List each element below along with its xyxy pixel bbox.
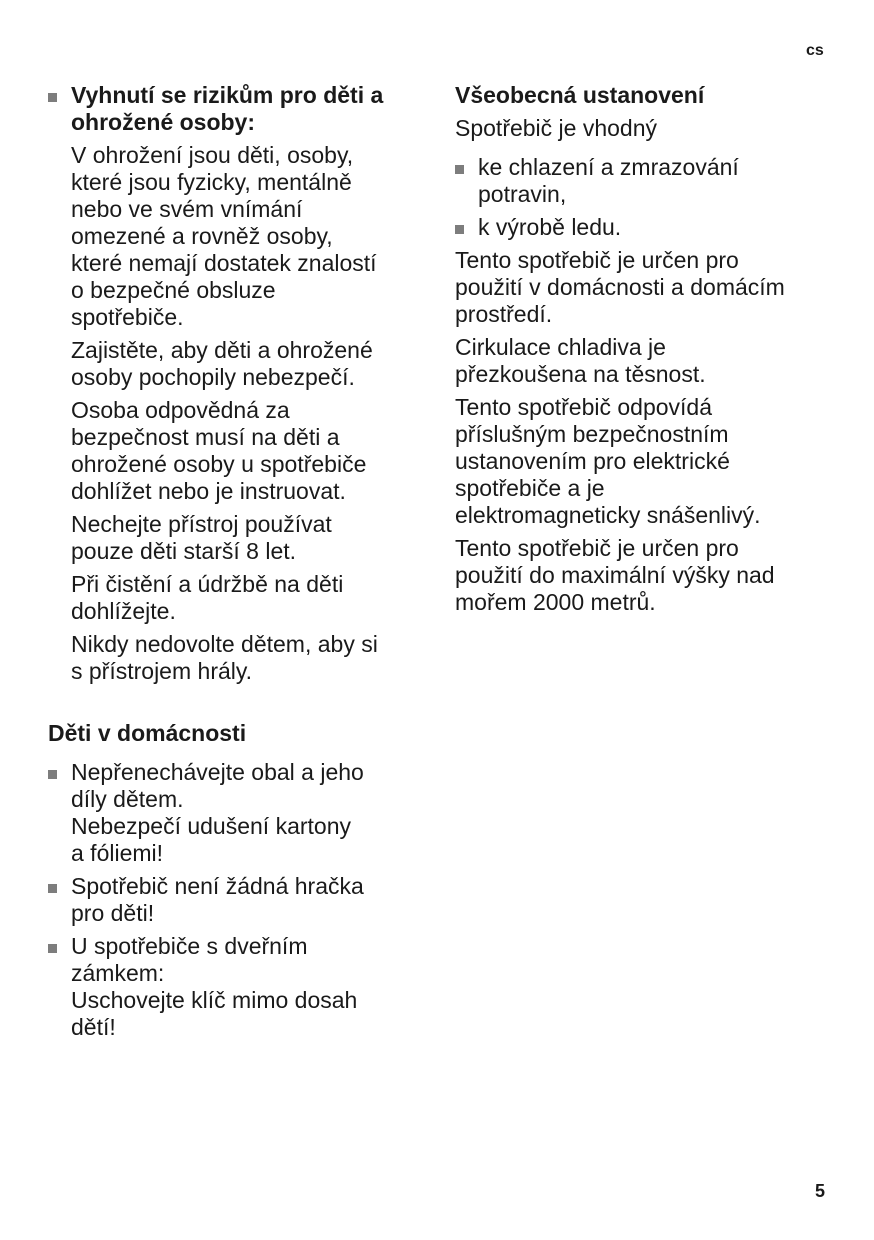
text-line: omezené a rovněž osoby, (71, 223, 333, 249)
text-line: Zajistěte, aby děti a ohrožené (71, 337, 373, 363)
text-line: spotřebiče a je (455, 475, 605, 501)
paragraph (455, 247, 845, 328)
bullet-square-icon (455, 165, 464, 174)
text-line: zámkem: (71, 960, 165, 986)
text-line: spotřebiče. (71, 304, 184, 330)
text-line: ustanovením pro elektrické (455, 448, 730, 474)
text-line: Nikdy nedovolte dětem, aby si (71, 631, 378, 657)
intro-text: Spotřebič je vhodný (455, 115, 658, 141)
text-line: potravin, (478, 181, 567, 207)
text-line: Tento spotřebič je určen pro (455, 535, 739, 561)
text-line: a fóliemi! (71, 840, 164, 866)
list-item (455, 214, 845, 241)
text-line: použití v domácnosti a domácím (455, 274, 785, 300)
paragraph (48, 571, 420, 625)
text-line: V ohrožení jsou děti, osoby, (71, 142, 354, 168)
bullet-square-icon (48, 884, 57, 893)
text-line: o bezpečné obsluze (71, 277, 276, 303)
text-line: Nepřenechávejte obal a jeho (71, 759, 364, 785)
intro-bullet-line: ohrožené osoby: (71, 109, 256, 135)
list-item (48, 759, 420, 867)
text-line: osoby pochopily nebezpečí. (71, 364, 355, 390)
bullet-square-icon (48, 944, 57, 953)
paragraph (48, 511, 420, 565)
text-line: s přístrojem hrály. (71, 658, 253, 684)
bullet-square-icon (455, 225, 464, 234)
text-line: Uschovejte klíč mimo dosah (71, 987, 358, 1013)
paragraph (48, 142, 420, 331)
paragraph (455, 394, 845, 529)
paragraph (48, 631, 420, 685)
text-line: dohlížejte. (71, 598, 176, 624)
text-line: bezpečnost musí na děti a (71, 424, 340, 450)
section-title-children: Děti v domácnosti (48, 720, 247, 746)
bullet-square-icon (48, 770, 57, 779)
language-code: cs (806, 42, 824, 59)
text-line: prostředí. (455, 301, 553, 327)
text-line: které nemají dostatek znalostí (71, 250, 377, 276)
text-line: Cirkulace chladiva je (455, 334, 666, 360)
text-line: Nebezpečí udušení kartony (71, 813, 352, 839)
list-item (48, 933, 420, 1041)
text-line: pro děti! (71, 900, 155, 926)
intro-bullet (48, 82, 420, 136)
text-line: Nechejte přístroj používat (71, 511, 332, 537)
text-line: Spotřebič není žádná hračka (71, 873, 364, 899)
text-line: pouze děti starší 8 let. (71, 538, 297, 564)
paragraph (48, 397, 420, 505)
text-line: Při čistění a údržbě na děti (71, 571, 344, 597)
left-column (48, 82, 420, 1047)
text-line: Osoba odpovědná za (71, 397, 290, 423)
paragraph (455, 334, 845, 388)
suitability-bullet-list (455, 154, 845, 241)
text-line: dětí! (71, 1014, 116, 1040)
text-line: které jsou fyzicky, mentálně (71, 169, 352, 195)
right-column (455, 82, 845, 616)
text-line: použití do maximální výšky nad (455, 562, 775, 588)
text-line: přezkoušena na těsnost. (455, 361, 706, 387)
paragraph (48, 337, 420, 391)
text-line: Tento spotřebič je určen pro (455, 247, 739, 273)
children-bullet-list (48, 759, 420, 1041)
intro-bullet-line: Vyhnutí se rizikům pro děti a (71, 82, 384, 108)
text-line: U spotřebiče s dveřním (71, 933, 308, 959)
paragraph (455, 535, 845, 616)
text-line: nebo ve svém vnímání (71, 196, 303, 222)
text-line: dohlížet nebo je instruovat. (71, 478, 346, 504)
text-line: příslušným bezpečnostním (455, 421, 729, 447)
text-line: díly dětem. (71, 786, 184, 812)
list-item (455, 154, 845, 208)
text-line: Tento spotřebič odpovídá (455, 394, 713, 420)
bullet-square-icon (48, 93, 57, 102)
page-number: 5 (815, 1181, 826, 1201)
list-item (48, 873, 420, 927)
text-line: mořem 2000 metrů. (455, 589, 656, 615)
text-line: elektromagneticky snášenlivý. (455, 502, 761, 528)
text-line: ohrožené osoby u spotřebiče (71, 451, 367, 477)
text-line: k výrobě ledu. (478, 214, 622, 240)
section-title-general: Všeobecná ustanovení (455, 82, 705, 108)
text-line: ke chlazení a zmrazování (478, 154, 739, 180)
